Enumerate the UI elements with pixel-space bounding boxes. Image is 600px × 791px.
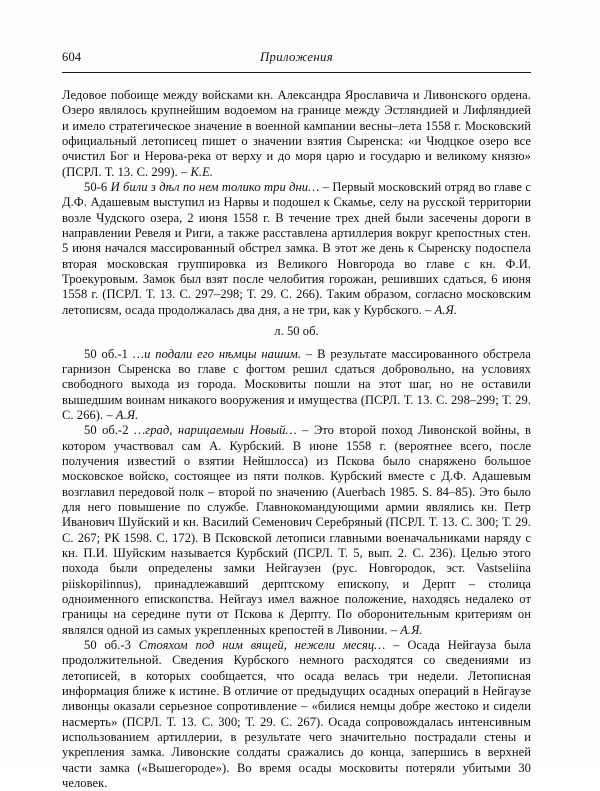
entry-marker: 50 об.-3 bbox=[84, 638, 139, 653]
paragraph-text: Ледовое побоище между войсками кн. Александра Ярославича и Ливонского ордена. Озеро являлось крупнейшим водоемом на границе между Эстляндией и Лифляндией и имело стратегическое значение в военной кампании весны–лета 1558 г. Московский официальный летописец пишет о значении взятия Сыренска: «и Чюдцкое озеро все очистил Бог и Нерова-река от верху и до моря царю и государю и великому князю» (ПСРЛ. Т. 13. С. 299). – bbox=[62, 88, 531, 179]
folio-marker: л. 50 об. bbox=[274, 324, 319, 339]
paragraph-text: – В результате массированного обстрела гарнизон Сыренска во главе с фогтом решил сдаться добровольно, на условиях свободного выхода из города. Московиты пошли на этот шаг, но не оставили вышедшим воинам никакого вооружения и имущества (ПСРЛ. Т. 13. С. 298–299; Т. 29. С. 266). – bbox=[62, 346, 531, 422]
body-text-block bbox=[62, 88, 531, 791]
attribution-initials: А.Я. bbox=[400, 622, 423, 637]
entry-incipit: …град, нарицаемыи Новый… bbox=[134, 423, 297, 438]
entry-50ob-2 bbox=[62, 423, 531, 638]
attribution-initials: А.Я. bbox=[115, 407, 139, 422]
paragraph-text: – Осада Нейгауза была продолжительной. Сведения Курбского немного расходятся со сведениями из летописей, в которых сообщается, что осада велась три недели. Летописная информация ближе к истине. В отличие от предыдущих осадных операций в Нейгаузе ливонцы оказали серьезное сопротивление – «билися немцы добре жестоко и сидели насмерть» (ПСРЛ. Т. 13. С. 300; Т. 29. С. 267). Осада сопровождалась интенсивным использованием артиллерии, в результате чего значительно пострадали стены и укрепления замка. Ливонские солдаты сражались до конца, запершись в верхней части замка («Вышегороде»). Во время осады московиты потеряли убитыми 30 человек. bbox=[62, 638, 531, 791]
header-divider-rule bbox=[62, 72, 531, 73]
running-header bbox=[62, 50, 531, 68]
attribution-initials: К.Е. bbox=[190, 164, 213, 179]
paragraph-text: – Это второй поход Ливонской войны, в котором участвовал сам А. Курбский. В июне 1558 г. (вероятнее всего, после получения известий о взятии Нейшлосса) из Пскова было снаряжено большое московское войско, состоящее из пяти полков. Курбский вместе с Д.Ф. Адашевым возглавил передовой полк – второй по значению (Auerbach 1985. S. 84–85). Это было для него повышение по службе. Главнокомандующими армии являлись кн. Петр Иванович Шуйский и кн. Василий Семенович Серебряный (ПСРЛ. Т. 13. С. 300; Т. 29. С. 267; РК 1598. С. 172). В Псковской летописи главными военачальниками наряду с кн. П.И. Шуйским называется Курбский (ПСРЛ. Т. 5, вып. 2. С. 236). Целью этого похода были определены замки Нейгаузен (рус. Новгородок, эст. Vastseliina piiskopilinnus), принадлежавший дерптскому епископу, и Дерпт – столица одноименного епископства. Нейгауз имел важное положение, находясь недалеко от границы на середине пути от Пскова к Дерпту. По оборонительным критериям он являлся одной из самых укрепленных крепостей в Ливонии. – bbox=[62, 423, 531, 637]
entry-incipit: …и подали его нѣмцы нашим. bbox=[132, 346, 302, 361]
entry-marker: 50-6 bbox=[84, 180, 111, 195]
entry-50-6 bbox=[62, 180, 531, 318]
running-title: Приложения bbox=[260, 50, 333, 64]
paragraph-ice-battle bbox=[62, 88, 531, 180]
paragraph-text: – Первый московский отряд во главе с Д.Ф. Адашевым выступил из Нарвы и подошел к Скамье, селу на русской территории возле Чудского озера, 2 июня 1558 г. В течение трех дней были засечены дороги в направлении Ревеля и Риги, а также расставлена артиллерия вокруг крепостных стен. 5 июня начался массированный обстрел замка. В этот же день к Сыренску подоспела вторая московская группировка из Великого Новгорода во главе с кн. Ф.И. Троекуровым. Замок был взят после челобития горожан, решивших сдаться, 6 июня 1558 г. (ПСРЛ. Т. 13. С. 297–298; Т. 29. С. 266). Таким образом, согласно московским летописям, осада продолжалась два дня, а не три, как у Курбского. – bbox=[62, 180, 531, 317]
page-number: 604 bbox=[62, 50, 82, 64]
entry-incipit: И били з дѣл по нем толико три дни… bbox=[110, 180, 320, 195]
entry-50ob-3 bbox=[62, 638, 531, 791]
attribution-initials: А.Я. bbox=[434, 302, 457, 317]
entry-marker: 50 об.-1 bbox=[84, 346, 133, 361]
entry-incipit: Стояхом под ним вящей, нежели месяц… bbox=[138, 638, 386, 653]
entry-marker: 50 об.-2 bbox=[84, 423, 135, 438]
entry-50ob-1 bbox=[62, 347, 531, 424]
